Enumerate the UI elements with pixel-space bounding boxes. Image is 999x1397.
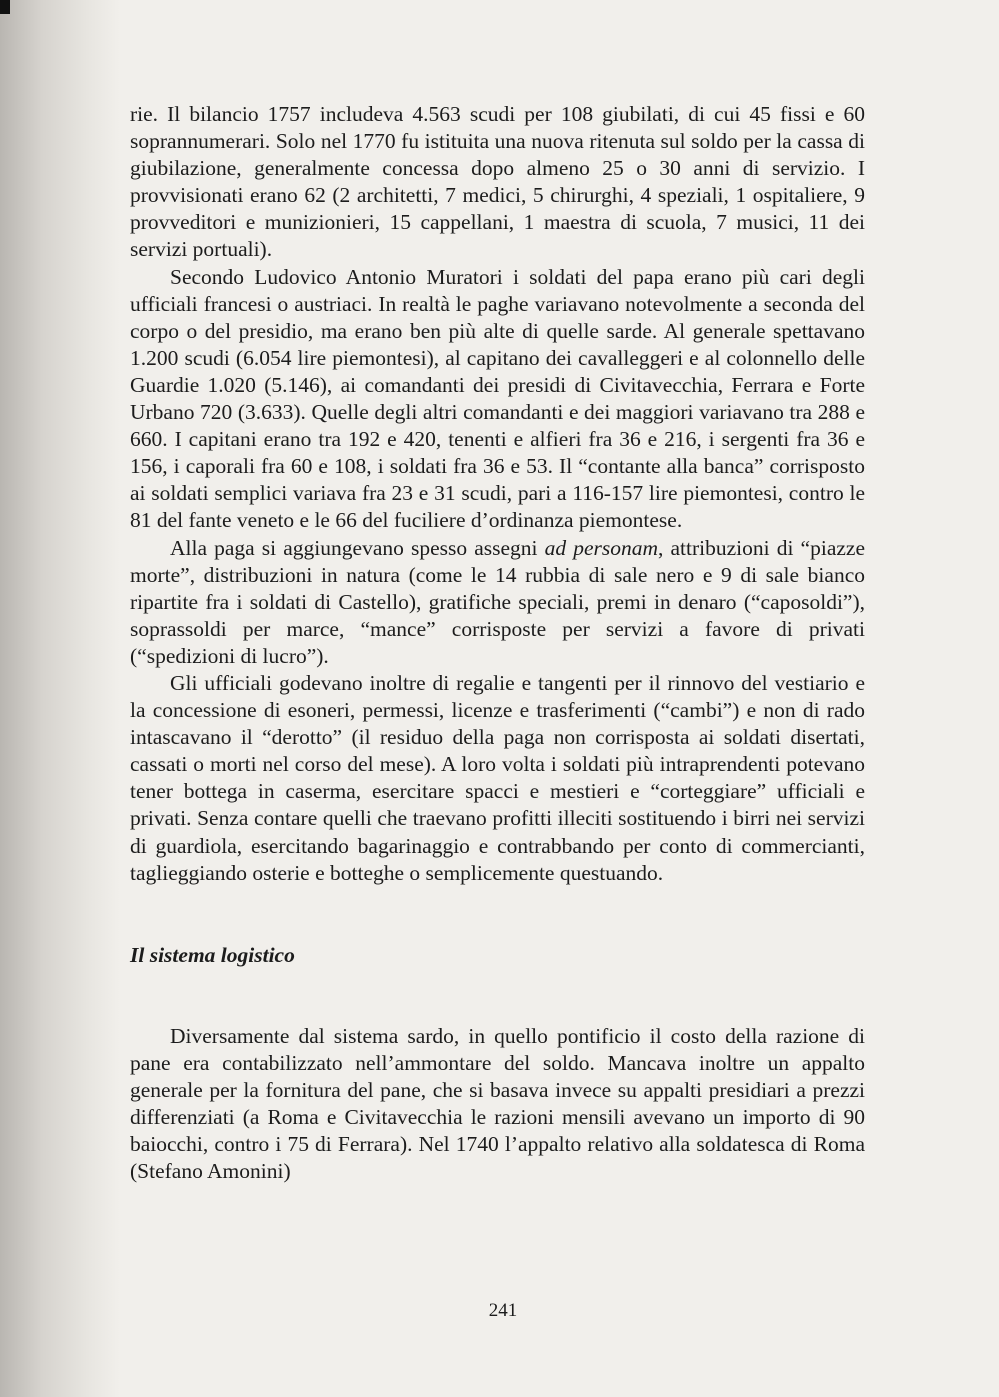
scan-corner-mark bbox=[0, 0, 10, 14]
paragraph-paga-after: , attribuzioni di “piazze morte”, distribuzioni in natura (come le 14 rubbia di sale nero e 9 di sale bianco ripartite fra i soldati di Castello), gratifiche speciali, premi in denaro (“caposoldi”), soprassoldi per marce, “mance” corrisposte per servizi a favore di privati (“spedizioni di lucro”). bbox=[130, 535, 865, 668]
binding-shadow bbox=[0, 0, 120, 1397]
section-paragraph: Diversamente dal sistema sardo, in quello pontificio il costo della razione di pane era contabilizzato nell’ammontare del soldo. Mancava inoltre un appalto generale per la fornitura del pane, che si basava invece su appalti presidiari a prezzi differenziati (a Roma e Civitavecchia le razioni mensili avevano un importo di 90 baiocchi, contro i 75 di Ferrara). Nel 1740 l’appalto relativo alla soldatesca di Roma (Stefano Amonini) bbox=[130, 1023, 865, 1184]
page-number: 241 bbox=[488, 1300, 518, 1321]
paragraph-paga-before: Alla paga si aggiungevano spesso assegni bbox=[170, 535, 545, 560]
paragraph-muratori: Secondo Ludovico Antonio Muratori i soldati del papa erano più cari degli ufficiali francesi o austriaci. In realtà le paghe variavano notevolmente a seconda del corpo o del presidio, ma erano ben più alte di quelle sarde. Al generale spettavano 1.200 scudi (6.054 lire piemontesi), al capitano dei cavalleggeri e al colonnello delle Guardie 1.020 (5.146), ai comandanti dei presidi di Civitavecchia, Ferrara e Forte Urbano 720 (3.633). Quelle degli altri comandanti e dei maggiori variavano tra 288 e 660. I capitani erano tra 192 e 420, tenenti e alfieri fra 36 e 216, i sergenti fra 36 e 156, i caporali fra 60 e 108, i soldati fra 36 e 53. Il “contante alla banca” corrisposto ai soldati semplici variava fra 23 e 31 scudi, pari a 116-157 lire piemontesi, contro le 81 del fante veneto e le 66 del fuciliere d’ordinanza piemontese. bbox=[130, 264, 865, 533]
paragraph-continuation: rie. Il bilancio 1757 includeva 4.563 scudi per 108 giubilati, di cui 45 fissi e 60 soprannumerari. Solo nel 1770 fu istituita una nuova ritenuta sul soldo per la cassa di giubilazione, generalmente concessa dopo almeno 25 o 30 anni di servizio. I provvisionati erano 62 (2 architetti, 7 medici, 5 chirurghi, 4 speziali, 1 ospitaliere, 9 provveditori e munizionieri, 15 cappellani, 1 maestra di scuola, 7 musici, 11 dei servizi portuali). bbox=[130, 102, 865, 262]
paragraph-paga bbox=[130, 535, 865, 670]
page-body bbox=[130, 101, 865, 1185]
italic-term: ad personam bbox=[544, 535, 659, 560]
paragraph-ufficiali: Gli ufficiali godevano inoltre di regalie e tangenti per il rinnovo del vestiario e la concessione di esoneri, permessi, licenze e trasferimenti (“cambi”) e non di rado intascavano il “derotto” (il residuo della paga non corrisposta ai soldati disertati, cassati o morti nel corso del mese). A loro volta i soldati più intraprendenti potevano tener bottega in caserma, esercitare spacci e mestieri e “corteggiare” ufficiali e privati. Senza contare quelli che traevano profitti illeciti sostituendo i birri nei servizi di guardiola, esercitando bagarinaggio e contrabbando per conto di commercianti, taglieggiando osterie e botteghe o semplicemente questuando. bbox=[130, 670, 865, 885]
section-heading: Il sistema logistico bbox=[130, 942, 295, 967]
